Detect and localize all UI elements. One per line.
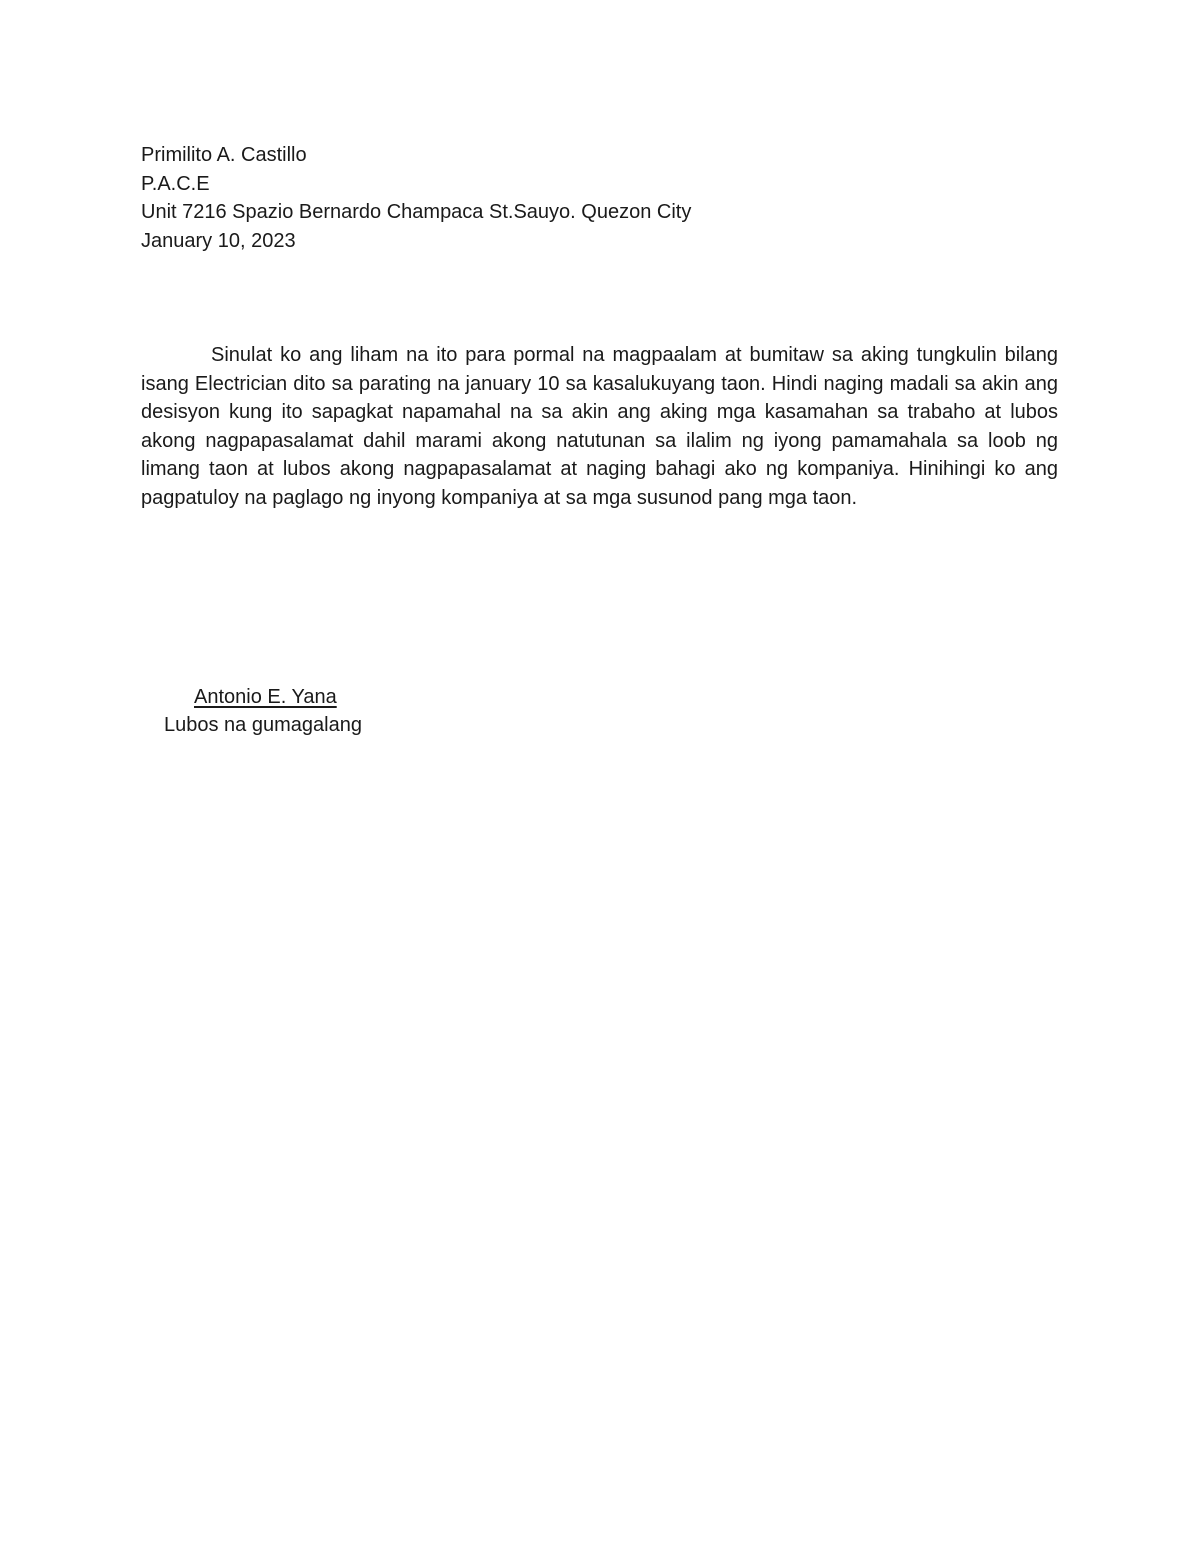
letter-date: January 10, 2023 xyxy=(141,229,296,252)
sender-address: Unit 7216 Spazio Bernardo Champaca St.Sauyo. Quezon City xyxy=(141,201,692,224)
signature-name: Antonio E. Yana xyxy=(194,686,337,708)
sender-name: Primilito A. Castillo xyxy=(141,144,307,166)
sender-block xyxy=(141,141,691,255)
letter-body-paragraph: Sinulat ko ang liham na ito para pormal na magpaalam at bumitaw sa aking tungkulin bilang isang Electrician dito sa parating na january 10 sa kasalukuyang taon. Hindi naging madali sa akin ang desisyon kung ito sapagkat napamahal na sa akin ang aking mga kasamahan sa trabaho at lubos akong nagpapasalamat dahil marami akong natutunan sa ilalim ng iyong pamamahala sa loob ng limang taon at lubos akong nagpapasalamat at naging bahagi ako ng kompaniya. Hinihingi ko ang pagpatuloy na paglago ng inyong kompaniya at sa mga susunod pang mga taon. xyxy=(141,344,1058,509)
closing-phrase: Lubos na gumagalang xyxy=(164,714,362,736)
sender-company: P.A.C.E xyxy=(141,172,210,195)
